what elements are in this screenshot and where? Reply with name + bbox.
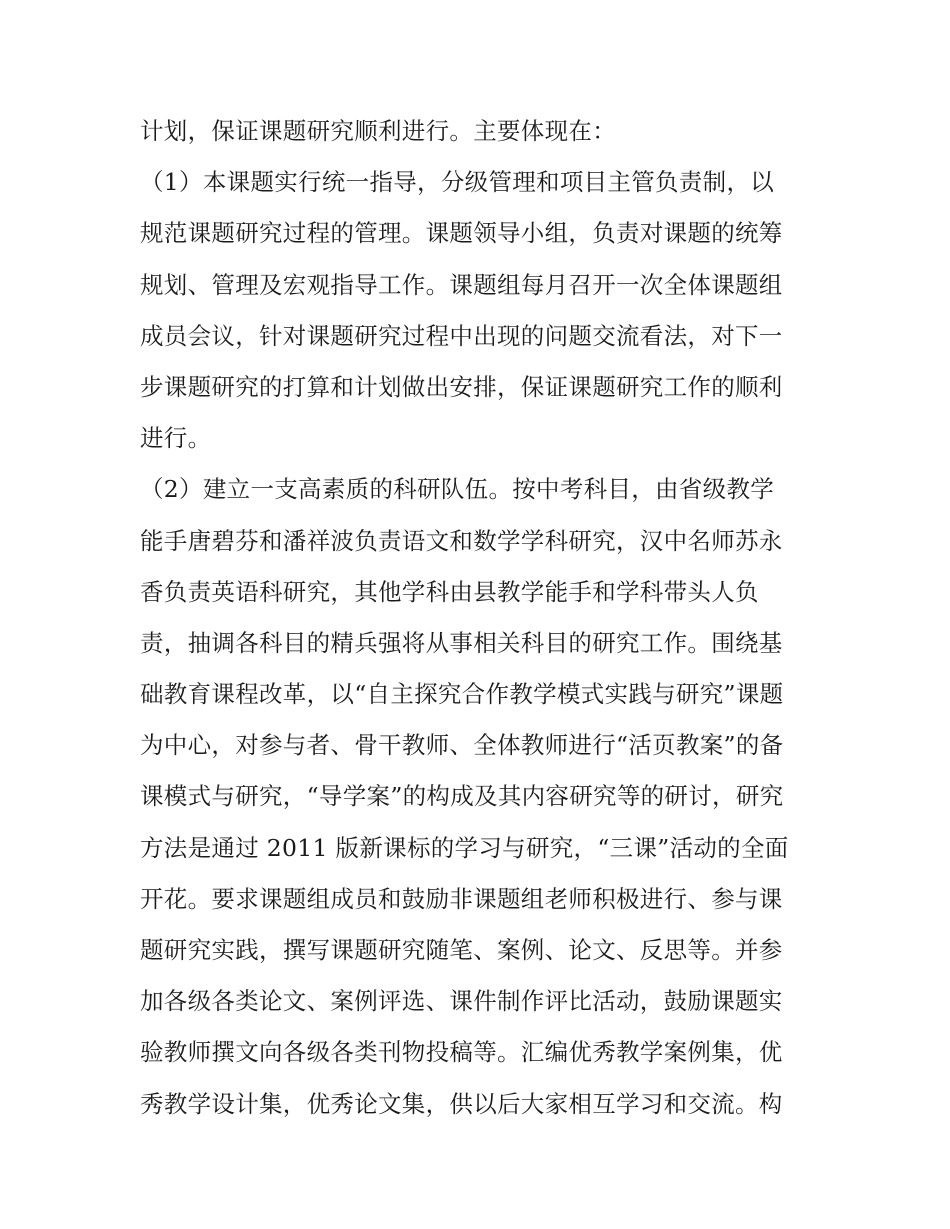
text-line: 题研究实践，撰写课题研究随笔、案例、论文、反思等。并参 [140, 936, 783, 964]
text-line: 加各级各类论文、案例评选、课件制作评比活动，鼓励课题实 [140, 987, 783, 1016]
text-line: 成员会议，针对课题研究过程中出现的问题交流看法，对下一 [140, 321, 783, 350]
text-line: 方法是通过 2011 版新课标的学习与研究，“三课”活动的全面 [140, 833, 789, 862]
text-line: 步课题研究的打算和计划做出安排，保证课题研究工作的顺利 [140, 372, 783, 401]
text-line: 为中心，对参与者、骨干教师、全体教师进行“活页教案”的备 [140, 731, 784, 760]
text-line: 能手唐碧芬和潘祥波负责语文和数学学科研究，汉中名师苏永 [140, 526, 783, 555]
text-line: 责，抽调各科目的精兵强将从事相关科目的研究工作。围绕基 [140, 628, 783, 657]
text-line: 础教育课程改革，以“自主探究合作教学模式实践与研究”课题 [140, 680, 784, 709]
text-line: 验教师撰文向各级各类刊物投稿等。汇编优秀教学案例集，优 [140, 1038, 783, 1067]
text-line: 开花。要求课题组成员和鼓励非课题组老师积极进行、参与课 [140, 884, 783, 913]
body-text [140, 106, 820, 1130]
text-line: 进行。 [140, 424, 212, 453]
text-line: 秀教学设计集，优秀论文集，供以后大家相互学习和交流。构 [140, 1089, 783, 1118]
text-line: （2）建立一支高素质的科研队伍。按中考科目，由省级教学 [140, 475, 775, 504]
text-line: 课模式与研究，“导学案”的构成及其内容研究等的研讨，研究 [140, 782, 784, 811]
text-line: 计划，保证课题研究顺利进行。主要体现在： [140, 117, 616, 145]
text-line: 香负责英语科研究，其他学科由县教学能手和学科带头人负 [140, 577, 759, 606]
text-line: 规范课题研究过程的管理。课题领导小组，负责对课题的统筹 [140, 219, 783, 248]
text-line: （1）本课题实行统一指导，分级管理和项目主管负责制，以 [140, 168, 775, 197]
text-line: 规划、管理及宏观指导工作。课题组每月召开一次全体课题组 [140, 270, 783, 299]
